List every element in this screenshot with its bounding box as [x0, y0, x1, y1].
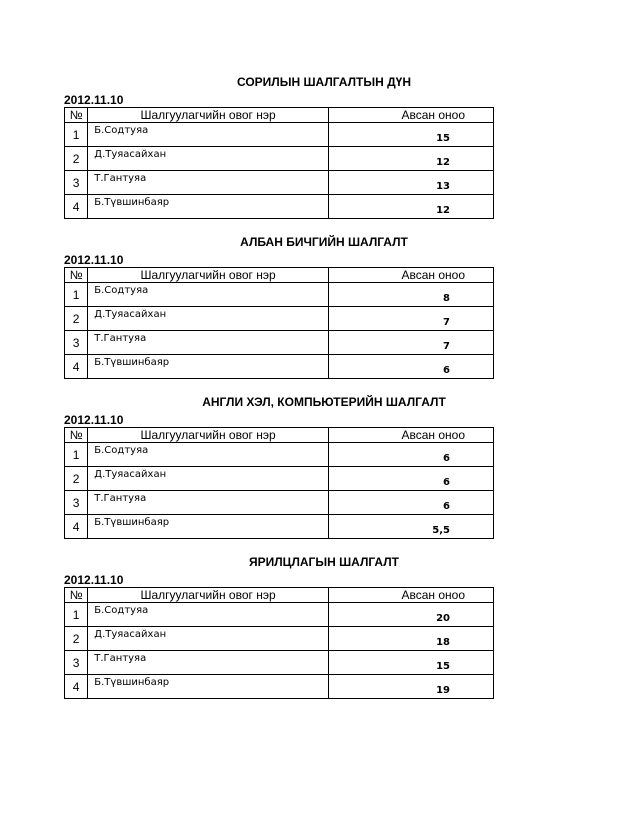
row-number: 1 [65, 283, 88, 307]
header-score: Авсан оноо [328, 428, 493, 443]
row-score: 20 [328, 603, 493, 627]
row-score: 18 [328, 627, 493, 651]
results-table [64, 107, 494, 219]
table-header-row [65, 428, 494, 443]
row-score: 7 [328, 307, 493, 331]
row-name: Б.Содтуяа [88, 603, 329, 627]
section-title: ЯРИЛЦЛАГЫН ШАЛГАЛТ [249, 555, 399, 569]
table-row [65, 627, 494, 651]
section-date: 2012.11.10 [64, 573, 124, 587]
table-header-row [65, 108, 494, 123]
results-table [64, 267, 494, 379]
table-row [65, 147, 494, 171]
row-name: Т.Гантуяа [88, 491, 329, 515]
section-title: АНГЛИ ХЭЛ, КОМПЬЮТЕРИЙН ШАЛГАЛТ [202, 395, 446, 409]
row-number: 3 [65, 331, 88, 355]
row-score: 15 [328, 651, 493, 675]
section-date: 2012.11.10 [64, 253, 124, 267]
header-score: Авсан оноо [328, 588, 493, 603]
table-row [65, 171, 494, 195]
table-row [65, 603, 494, 627]
header-number: № [65, 588, 88, 603]
header-score: Авсан оноо [328, 108, 493, 123]
row-score: 13 [328, 171, 493, 195]
row-number: 1 [65, 603, 88, 627]
row-score: 7 [328, 331, 493, 355]
row-name: Т.Гантуяа [88, 171, 329, 195]
row-number: 2 [65, 147, 88, 171]
row-score: 8 [328, 283, 493, 307]
section-date: 2012.11.10 [64, 413, 124, 427]
row-number: 4 [65, 195, 88, 219]
row-name: Б.Содтуяа [88, 283, 329, 307]
row-name: Д.Туяасайхан [88, 467, 329, 491]
header-name: Шалгуулагчийн овог нэр [88, 428, 329, 443]
row-score: 6 [328, 355, 493, 379]
table-row [65, 123, 494, 147]
row-name: Б.Түвшинбаяр [88, 355, 329, 379]
row-score: 6 [328, 491, 493, 515]
row-name: Т.Гантуяа [88, 331, 329, 355]
header-name: Шалгуулагчийн овог нэр [88, 268, 329, 283]
row-score: 12 [328, 147, 493, 171]
row-score: 19 [328, 675, 493, 699]
row-number: 1 [65, 123, 88, 147]
results-table [64, 427, 494, 539]
row-name: Б.Түвшинбаяр [88, 515, 329, 539]
row-number: 4 [65, 675, 88, 699]
row-score: 15 [328, 123, 493, 147]
section-title: СОРИЛЫН ШАЛГАЛТЫН ДҮН [236, 75, 412, 89]
table-header-row [65, 268, 494, 283]
row-number: 2 [65, 627, 88, 651]
table-row [65, 515, 494, 539]
header-number: № [65, 108, 88, 123]
header-name: Шалгуулагчийн овог нэр [88, 588, 329, 603]
row-name: Б.Түвшинбаяр [88, 195, 329, 219]
row-name: Б.Содтуяа [88, 123, 329, 147]
row-number: 4 [65, 515, 88, 539]
row-score: 5,5 [328, 515, 493, 539]
row-score: 6 [328, 467, 493, 491]
row-number: 3 [65, 491, 88, 515]
section-title: АЛБАН БИЧГИЙН ШАЛГАЛТ [240, 235, 408, 249]
table-header-row [65, 588, 494, 603]
row-number: 2 [65, 307, 88, 331]
table-row [65, 195, 494, 219]
row-name: Д.Туяасайхан [88, 307, 329, 331]
header-score: Авсан оноо [328, 268, 493, 283]
table-row [65, 443, 494, 467]
row-score: 12 [328, 195, 493, 219]
row-number: 4 [65, 355, 88, 379]
table-row [65, 467, 494, 491]
table-row [65, 307, 494, 331]
row-number: 3 [65, 171, 88, 195]
header-number: № [65, 268, 88, 283]
table-row [65, 331, 494, 355]
table-row [65, 675, 494, 699]
section-date: 2012.11.10 [64, 93, 124, 107]
table-row [65, 651, 494, 675]
row-name: Б.Содтуяа [88, 443, 329, 467]
results-table [64, 587, 494, 699]
header-name: Шалгуулагчийн овог нэр [88, 108, 329, 123]
row-name: Д.Туяасайхан [88, 627, 329, 651]
header-number: № [65, 428, 88, 443]
row-score: 6 [328, 443, 493, 467]
row-name: Б.Түвшинбаяр [88, 675, 329, 699]
table-row [65, 491, 494, 515]
row-number: 1 [65, 443, 88, 467]
row-number: 3 [65, 651, 88, 675]
table-row [65, 283, 494, 307]
table-row [65, 355, 494, 379]
row-name: Т.Гантуяа [88, 651, 329, 675]
row-name: Д.Туяасайхан [88, 147, 329, 171]
row-number: 2 [65, 467, 88, 491]
